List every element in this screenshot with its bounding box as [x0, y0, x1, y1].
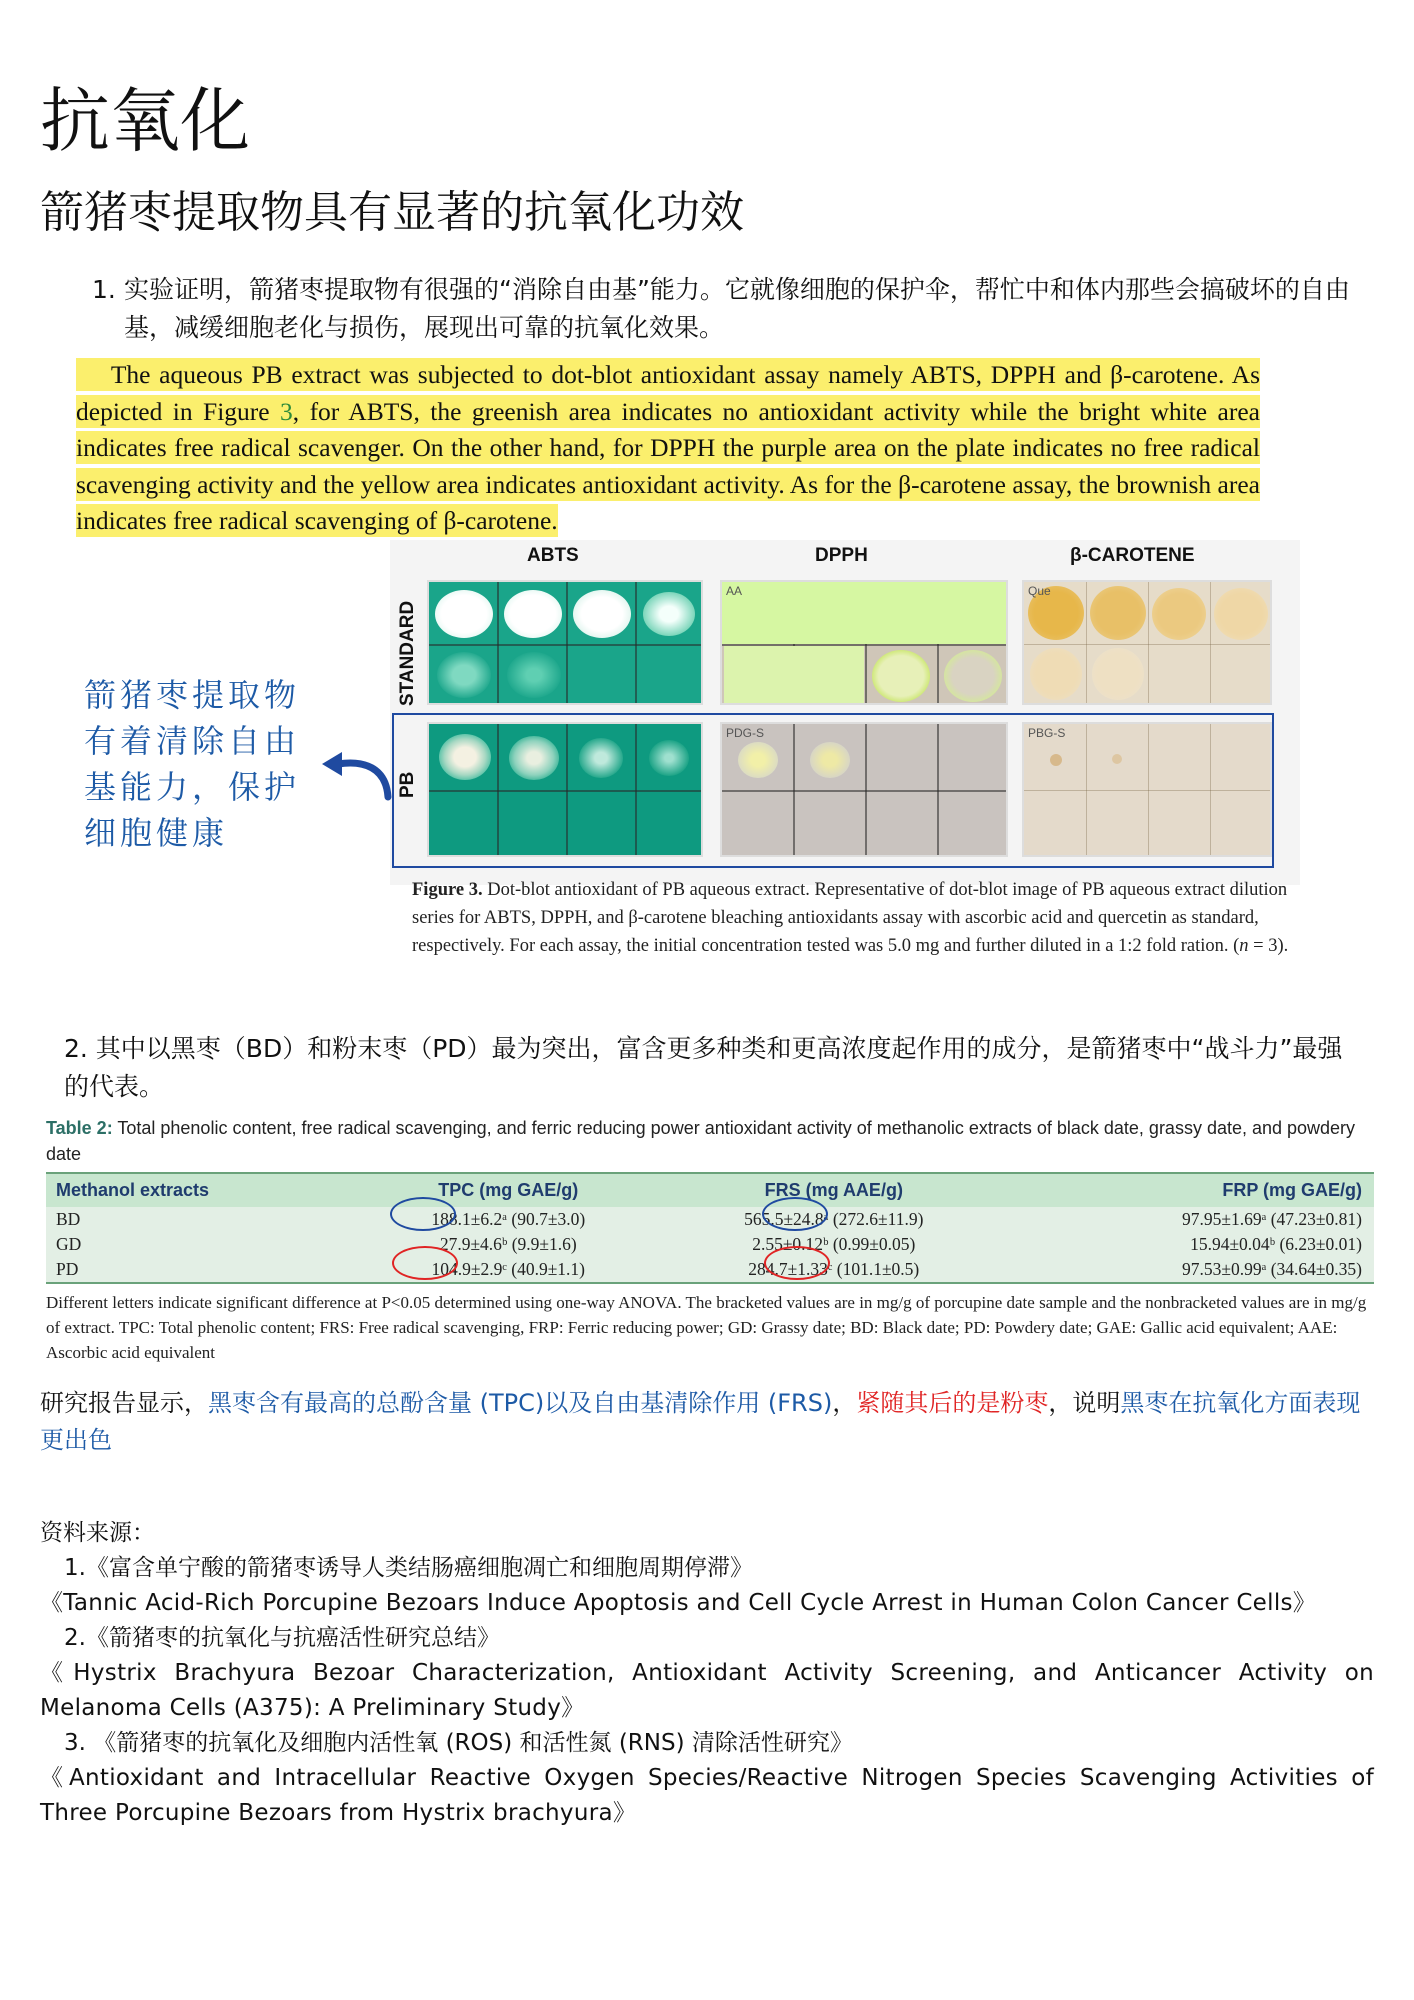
column-header-abts: ABTS	[527, 545, 579, 566]
table-cell: 104.9±2.9ᶜ (40.9±1.1)	[431, 1259, 585, 1279]
table-cell: 27.9±4.6ᵇ (9.9±1.6)	[439, 1234, 577, 1254]
table-header-row	[46, 1173, 1374, 1207]
point-1	[92, 271, 1362, 347]
dpph-standard-plate	[720, 580, 1008, 705]
antioxidant-table	[46, 1172, 1374, 1284]
row-label-pb: PB	[397, 771, 418, 798]
table-row	[46, 1207, 1374, 1232]
column-header-beta-carotene: β-CAROTENE	[1070, 545, 1195, 566]
table-cell: GD	[56, 1234, 82, 1254]
point-1-text: 实验证明，箭猪枣提取物有很强的“消除自由基”能力。它就像细胞的保护伞，帮忙中和体内那些会搞破坏的自由基，减缓细胞老化与损伤，展现出可靠的抗氧化效果。	[124, 275, 1350, 342]
summary-c: ，	[832, 1389, 857, 1417]
paper-excerpt	[76, 357, 1260, 540]
table-cell: 284.7±1.33ᶜ (101.1±0.5)	[748, 1259, 920, 1279]
point-2: 2. 其中以黑枣（BD）和粉末枣（PD）最为突出，富含更多种类和更高浓度起作用的成分，是箭猪枣中“战斗力”最强的代表。	[64, 1034, 1343, 1101]
table-cell: PD	[56, 1259, 79, 1279]
table-cell: 2.55±0.12ᵇ (0.99±0.05)	[752, 1234, 916, 1254]
reference-cn-title: 1.《富含单宁酸的箭猪枣诱导人类结肠癌细胞凋亡和细胞周期停滞》	[64, 1555, 753, 1581]
figure-caption-label: Figure 3.	[412, 880, 483, 900]
page-title: 抗氧化	[40, 80, 250, 162]
references-heading: 资料来源：	[40, 1520, 155, 1546]
row-label-standard: STANDARD	[397, 600, 418, 706]
summary-b: 黑枣含有最高的总酚含量 (TPC)以及自由基清除作用 (FRS)	[208, 1389, 833, 1417]
table-cell: 97.53±0.99ᵃ (34.64±0.35)	[1181, 1259, 1362, 1279]
reference-cn-title: 2.《箭猪枣的抗氧化与抗癌活性研究总结》	[64, 1625, 500, 1651]
figure-caption-text: Dot-blot antioxidant of PB aqueous extract. Representative of dot-blot image of PB aqueous extract dilution series for ABTS, DPPH, and β-carotene bleaching antioxidants assay with ascorbic acid and quercetin as standard, respectively. For each assay, the initial concentration tested was 5.0 mg and further diluted in a 1:2 fold ration. (	[412, 880, 1288, 956]
curved-arrow-icon	[318, 742, 398, 802]
beta-carotene-standard-plate	[1022, 580, 1272, 705]
page-subtitle: 箭猪枣提取物具有显著的抗氧化功效	[40, 187, 744, 238]
summary-a: 研究报告显示，	[40, 1389, 208, 1417]
table-cell: 188.1±6.2ᵃ (90.7±3.0)	[431, 1209, 586, 1229]
table-row	[46, 1257, 1374, 1283]
table-label: Table 2:	[46, 1118, 113, 1138]
table-title-text: Total phenolic content, free radical scavenging, and ferric reducing power antioxidant activity of methanolic extracts of black date, grassy date, and powdery date	[46, 1118, 1356, 1164]
table-row	[46, 1232, 1374, 1257]
bd-frs-circle	[762, 1197, 828, 1231]
callout-text: 箭猪枣提取物有着清除自由基能力，保护细胞健康	[84, 676, 301, 852]
summary-d: 紧随其后的是粉枣	[856, 1389, 1049, 1417]
table-title	[46, 1115, 1376, 1167]
figure-caption-end: = 3).	[1248, 936, 1289, 956]
dpph-standard-note: AA	[726, 584, 743, 598]
pb-highlight-box	[392, 713, 1274, 868]
table-header: FRP (mg GAE/g)	[1222, 1180, 1362, 1200]
point-1-number: 1.	[92, 275, 116, 304]
figure-caption	[412, 876, 1292, 960]
table-cell: 15.94±0.04ᵇ (6.23±0.01)	[1190, 1234, 1362, 1254]
reference-en-title: 《Hystrix Brachyura Bezoar Characterization, Antioxidant Activity Screening, and Anticancer Activity on Melanoma Cells (A375): A Preliminary Study》	[40, 1660, 1374, 1721]
reference-en-title: 《Tannic Acid-Rich Porcupine Bezoars Induce Apoptosis and Cell Cycle Arrest in Human Colon Cancer Cells》	[40, 1590, 1317, 1616]
figure-reference-link[interactable]: 3	[280, 396, 293, 426]
beta-standard-note: Que	[1028, 584, 1051, 598]
table-header: FRS (mg AAE/g)	[764, 1180, 903, 1200]
summary-e: ，说明	[1048, 1389, 1121, 1417]
pd-frs-circle	[764, 1246, 830, 1280]
reference-en-title: 《Antioxidant and Intracellular Reactive Oxygen Species/Reactive Nitrogen Species Scavenging Activities of Three Porcupine Bezoars from Hystrix brachyura》	[40, 1765, 1374, 1826]
table-header: Methanol extracts	[56, 1180, 210, 1200]
references	[40, 1516, 1374, 1831]
dpph-pb-note: PDG-S	[726, 726, 765, 740]
figure-caption-n: n	[1239, 936, 1249, 956]
table-header: TPC (mg GAE/g)	[438, 1180, 579, 1200]
table-cell: BD	[56, 1209, 81, 1229]
abts-standard-plate	[427, 580, 703, 705]
pd-tpc-circle	[392, 1246, 458, 1280]
excerpt-part-2: , for ABTS, the greenish area indicates no antioxidant activity while the bright white area indicates free radical scavenger. On the other hand, for DPPH the purple area on the plate indicates no free radical scavenging activity and the yellow area indicates antioxidant activity. As for the β-carotene assay, the brownish area indicates free radical scavenging of β-carotene.	[76, 396, 1260, 535]
excerpt-part-1: The aqueous PB extract was subjected to dot-blot antioxidant assay namely ABTS, DPPH and β-carotene. As depicted in Figure	[76, 360, 1261, 426]
summary-paragraph	[40, 1385, 1380, 1459]
beta-pb-note: PBG-S	[1028, 726, 1066, 740]
table-cell: 565.5±24.8ᵃ (272.6±11.9)	[744, 1209, 924, 1229]
reference-cn-title: 3. 《箭猪枣的抗氧化及细胞内活性氧 (ROS) 和活性氮 (RNS) 清除活性研究》	[64, 1730, 853, 1756]
bd-tpc-circle	[390, 1197, 456, 1231]
table-footnote: Different letters indicate significant difference at P<0.05 determined using one-way ANOVA. The bracketed values are in mg/g of porcupine date sample and the nonbracketed values are in mg/g of extract. TPC: Total phenolic content; FRS: Free radical scavenging, FRP: Ferric reducing power; GD: Grassy date; BD: Black date; PD: Powdery date; GAE: Gallic acid equivalent; AAE: Ascorbic acid equivalent	[46, 1293, 1367, 1362]
summary-f: 黑枣在抗氧化方面表现更出色	[40, 1389, 1361, 1454]
table-cell: 97.95±1.69ᵃ (47.23±0.81)	[1181, 1209, 1362, 1229]
column-header-dpph: DPPH	[815, 545, 868, 566]
